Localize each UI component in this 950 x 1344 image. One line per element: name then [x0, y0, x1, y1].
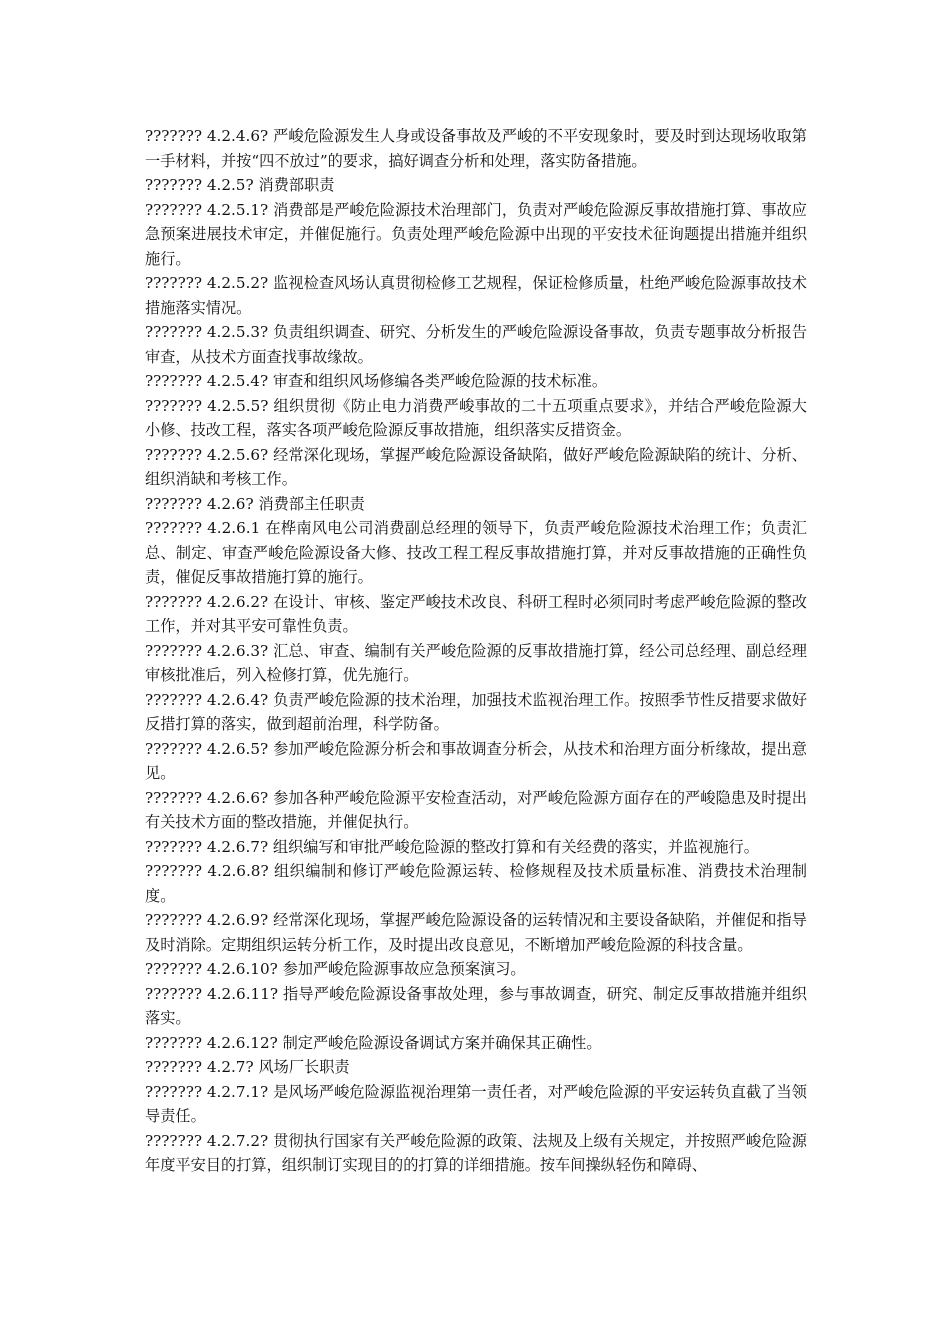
paragraph: ??????? 4.2.6.3? 汇总、审查、编制有关严峻危险源的反事故措施打算，经公司总经理、副总经理审核批准后，列入检修打算，优先施行。 [145, 641, 807, 684]
paragraph: ??????? 4.2.7.1? 是风场严峻危险源监视治理第一责任者，对严峻危险源的平安运转负直截了当领导责任。 [145, 1082, 807, 1125]
document-body [145, 124, 807, 1178]
paragraph: ??????? 4.2.7.2? 贯彻执行国家有关严峻危险源的政策、法规及上级有关规定，并按照严峻危险源年度平安目的打算，组织制订实现目的的打算的详细措施。按车间操纵轻伤和障碍、 [145, 1131, 807, 1174]
paragraph: ??????? 4.2.6.1 在桦南风电公司消费副总经理的领导下，负责严峻危险源技术治理工作；负责汇总、制定、审查严峻危险源设备大修、技改工程工程反事故措施打算，并对反事故措施的正确性负责，催促反事故措施打算的施行。 [145, 519, 807, 586]
paragraph: ??????? 4.2.5.4? 审查和组织风场修编各类严峻危险源的技术标准。 [145, 372, 608, 390]
paragraph: ??????? 4.2.6.12? 制定严峻危险源设备调试方案并确保其正确性。 [145, 1033, 602, 1052]
paragraph: ??????? 4.2.6.8? 组织编制和修订严峻危险源运转、检修规程及技术质量标准、消费技术治理制度。 [145, 862, 807, 905]
section-heading: ??????? 4.2.7? 风场厂长职责 [145, 1058, 350, 1076]
paragraph: ??????? 4.2.5.6? 经常深化现场，掌握严峻危险源设备缺陷，做好严峻危险源缺陷的统计、分析、组织消缺和考核工作。 [145, 445, 807, 488]
paragraph: ??????? 4.2.6.5? 参加严峻危险源分析会和事故调查分析会，从技术和治理方面分析缘故，提出意见。 [145, 739, 807, 782]
paragraph: ??????? 4.2.6.11? 指导严峻危险源设备事故处理，参与事故调查，研究、制定反事故措施并组织落实。 [145, 984, 807, 1027]
paragraph: ??????? 4.2.5.3? 负责组织调查、研究、分析发生的严峻危险源设备事故，负责专题事故分析报告审查，从技术方面查找事故缘故。 [145, 323, 807, 366]
paragraph: ??????? 4.2.5.1? 消费部是严峻危险源技术治理部门，负责对严峻危险源反事故措施打算、事故应急预案进展技术审定，并催促施行。负责处理严峻危险源中出现的平安技术征询题提出措施并组织施行。 [145, 200, 807, 268]
paragraph: ??????? 4.2.6.9? 经常深化现场，掌握严峻危险源设备的运转情况和主要设备缺陷，并催促和指导及时消除。定期组织运转分析工作，及时提出改良意见，不断增加严峻危险源的科技含量。 [145, 911, 807, 954]
section-heading: ??????? 4.2.6? 消费部主任职责 [145, 494, 365, 513]
paragraph: ??????? 4.2.5.2? 监视检查风场认真贯彻检修工艺规程，保证检修质量，杜绝严峻危险源事故技术措施落实情况。 [145, 274, 807, 317]
paragraph: ??????? 4.2.6.10? 参加严峻危险源事故应急预案演习。 [145, 960, 526, 978]
paragraph: ??????? 4.2.4.6? 严峻危险源发生人身或设备事故及严峻的不平安现象时，要及时到达现场收取第一手材料，并按“四不放过”的要求，搞好调查分析和处理，落实防备措施。 [145, 127, 807, 170]
paragraph: ??????? 4.2.6.2? 在设计、审核、鉴定严峻技术改良、科研工程时必须同时考虑严峻危险源的整改工作，并对其平安可靠性负责。 [145, 592, 807, 635]
paragraph: ??????? 4.2.6.6? 参加各种严峻危险源平安检查活动，对严峻危险源方面存在的严峻隐患及时提出有关技术方面的整改措施，并催促执行。 [145, 788, 807, 831]
paragraph: ??????? 4.2.6.7? 组织编写和审批严峻危险源的整改打算和有关经费的落实，并监视施行。 [145, 837, 759, 856]
paragraph: ??????? 4.2.5.5? 组织贯彻《防止电力消费严峻事故的二十五项重点要求》，并结合严峻危险源大小修、技改工程，落实各项严峻危险源反事故措施，组织落实反措资金。 [145, 396, 807, 439]
section-heading: ??????? 4.2.5? 消费部职责 [145, 176, 335, 194]
paragraph: ??????? 4.2.6.4? 负责严峻危险源的技术治理，加强技术监视治理工作。按照季节性反措要求做好反措打算的落实，做到超前治理，科学防备。 [145, 690, 807, 733]
